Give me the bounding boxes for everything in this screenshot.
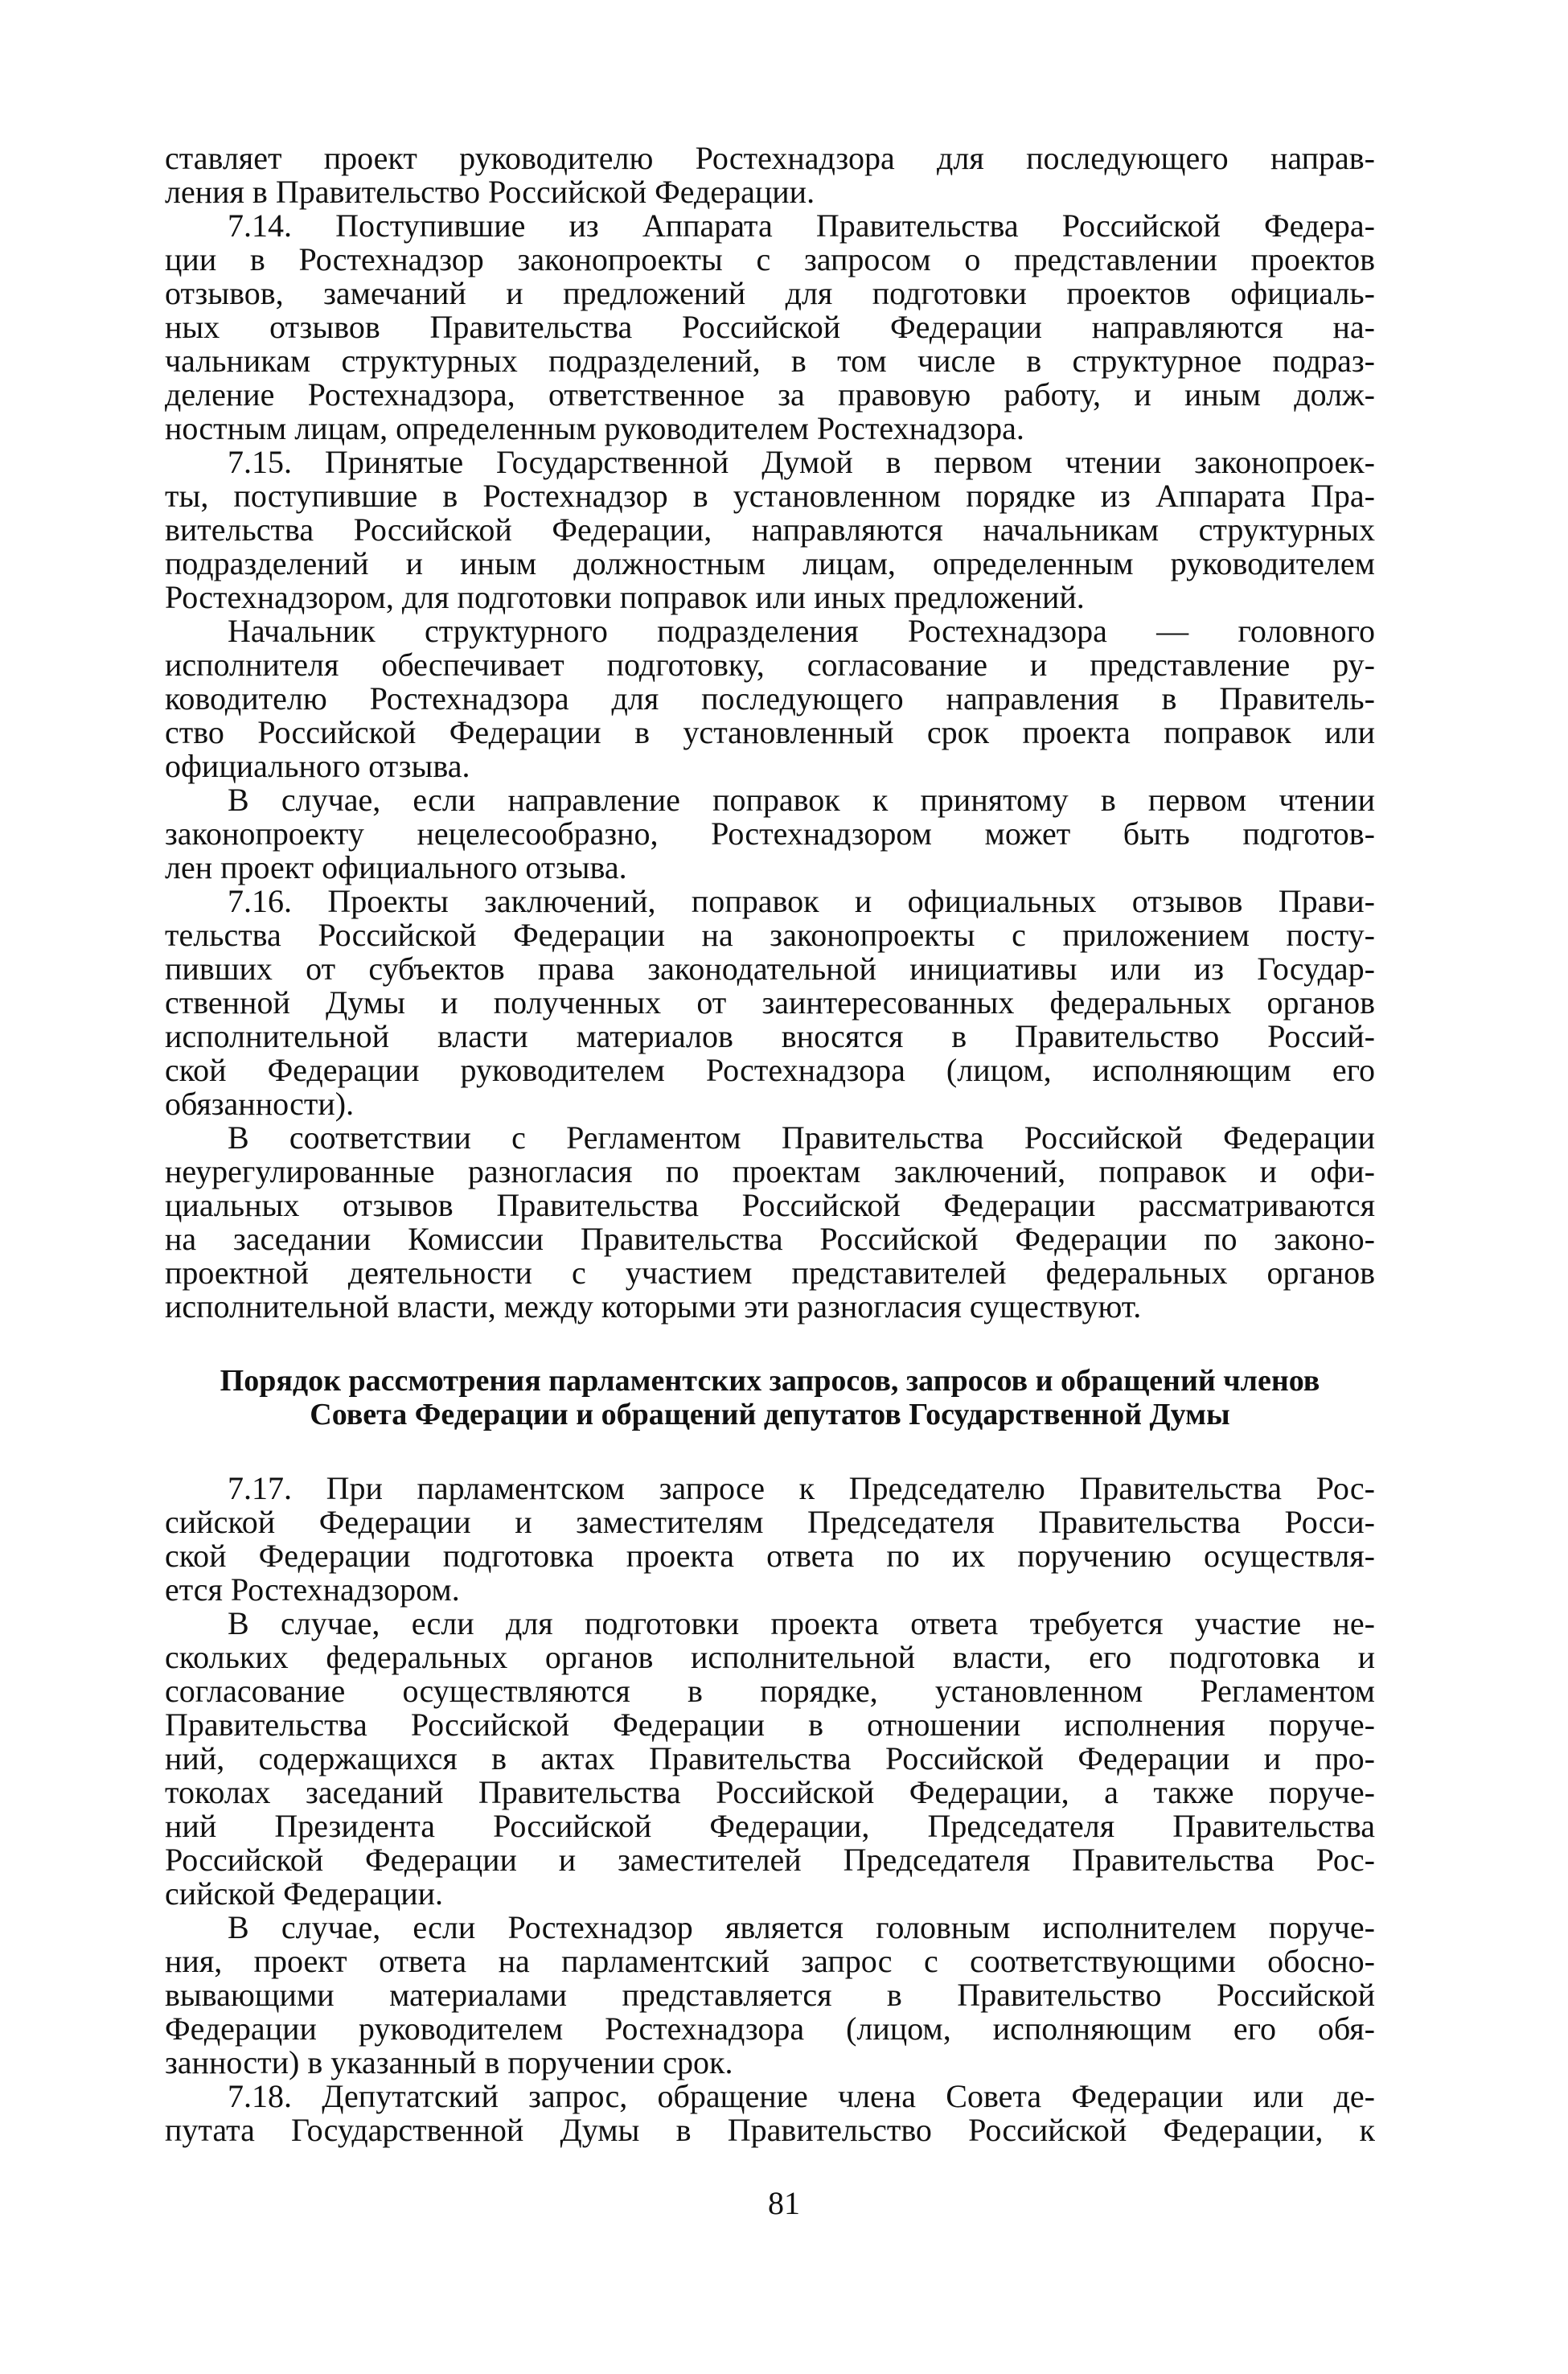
text-line: отзывов, замечаний и предложений для подготовки проектов официаль- <box>165 275 1375 311</box>
text-line: ственной Думы и полученных от заинтересованных федеральных органов <box>165 984 1375 1021</box>
text-line: Российской Федерации и заместителей Председателя Правительства Рос- <box>165 1842 1375 1878</box>
text-line: ний, содержащихся в актах Правительства Российской Федерации и про- <box>165 1740 1375 1776</box>
text-line: деление Ростехнадзора, ответственное за правовую работу, и иным долж- <box>165 376 1375 413</box>
paragraph <box>165 614 1375 783</box>
text-line: ностным лицам, определенным руководителем Ростехнадзора. <box>165 410 1024 446</box>
text-line: неурегулированные разногласия по проектам заключений, поправок и офи- <box>165 1153 1375 1189</box>
text-line: ставляет проект руководителю Ростехнадзора для последующего направ- <box>165 140 1375 176</box>
text-line: В соответствии с Регламентом Правительства Российской Федерации <box>228 1119 1375 1156</box>
paragraph <box>165 142 1375 209</box>
section-heading-line: Порядок рассмотрения парламентских запросов, запросов и обращений членов <box>220 1364 1320 1398</box>
text-line: законопроекту нецелесообразно, Ростехнадзором может быть подготов- <box>165 815 1375 852</box>
text-line: циальных отзывов Правительства Российской Федерации рассматриваются <box>165 1187 1375 1223</box>
paragraph <box>165 1121 1375 1324</box>
page-number: 81 <box>768 2185 800 2221</box>
text-line: В случае, если для подготовки проекта ответа требуется участие не- <box>228 1605 1375 1641</box>
text-line: 7.18. Депутатский запрос, обращение члена Совета Федерации или де- <box>228 2078 1375 2114</box>
text-line: ководителю Ростехнадзора для последующего направления в Правитель- <box>165 680 1375 717</box>
paragraph <box>165 885 1375 1121</box>
text-line: 7.14. Поступившие из Аппарата Правительства Российской Федера- <box>228 207 1375 244</box>
paragraph <box>165 446 1375 614</box>
text-line: на заседании Комиссии Правительства Российской Федерации по законо- <box>165 1221 1375 1257</box>
text-line: ных отзывов Правительства Российской Федерации направляются на- <box>165 309 1375 345</box>
text-line: ты, поступившие в Ростехнадзор в установленном порядке из Аппарата Пра- <box>165 478 1375 514</box>
text-line: 7.17. При парламентском запросе к Председателю Правительства Рос- <box>228 1470 1375 1506</box>
text-line: официального отзыва. <box>165 748 470 784</box>
paragraph <box>165 2080 1375 2147</box>
section-heading-line: Совета Федерации и обращений депутатов Государственной Думы <box>310 1398 1230 1431</box>
text-line: вывающими материалами представляется в Правительство Российской <box>165 1977 1375 2013</box>
text-line: В случае, если направление поправок к принятому в первом чтении <box>228 782 1375 818</box>
text-line: ний Президента Российской Федерации, Председателя Правительства <box>165 1808 1375 1844</box>
text-line: тельства Российской Федерации на законопроекты с приложением посту- <box>165 917 1375 953</box>
text-line: ской Федерации подготовка проекта ответа по их поручению осуществля- <box>165 1538 1375 1574</box>
text-line: пивших от субъектов права законодательной инициативы или из Государ- <box>165 951 1375 987</box>
text-line: ции в Ростехнадзор законопроекты с запросом о представлении проектов <box>165 241 1375 277</box>
body-text-bottom <box>165 1472 1375 2147</box>
text-line: чальникам структурных подразделений, в том числе в структурное подраз- <box>165 343 1375 379</box>
text-line: ство Российской Федерации в установленный срок проекта поправок или <box>165 714 1375 750</box>
text-line: исполнительной власти, между которыми эти разногласия существуют. <box>165 1288 1142 1325</box>
text-line: Правительства Российской Федерации в отношении исполнения поруче- <box>165 1707 1375 1743</box>
text-line: скольких федеральных органов исполнительной власти, его подготовка и <box>165 1639 1375 1675</box>
text-line: занности) в указанный в поручении срок. <box>165 2044 733 2080</box>
text-line: согласование осуществляются в порядке, установленном Регламентом <box>165 1673 1375 1709</box>
text-line: ния, проект ответа на парламентский запрос с соответствующими обосно- <box>165 1943 1375 1979</box>
section-heading <box>165 1364 1375 1431</box>
text-line: Ростехнадзором, для подготовки поправок или иных предложений. <box>165 579 1085 615</box>
text-line: Начальник структурного подразделения Ростехнадзора — головного <box>228 613 1375 649</box>
text-line: исполнителя обеспечивает подготовку, согласование и представление ру- <box>165 647 1375 683</box>
paragraph <box>165 1472 1375 1607</box>
text-line: Федерации руководителем Ростехнадзора (лицом, исполняющим его обя- <box>165 2011 1375 2047</box>
text-line: сийской Федерации и заместителям Председателя Правительства Росси- <box>165 1504 1375 1540</box>
text-line: 7.15. Принятые Государственной Думой в первом чтении законопроек- <box>228 444 1375 480</box>
text-line: путата Государственной Думы в Правительство Российской Федерации, к <box>165 2112 1375 2148</box>
text-line: 7.16. Проекты заключений, поправок и официальных отзывов Прави- <box>228 883 1375 919</box>
paragraph <box>165 1607 1375 1911</box>
text-line: ской Федерации руководителем Ростехнадзора (лицом, исполняющим его <box>165 1052 1375 1088</box>
text-line: ется Ростехнадзором. <box>165 1571 460 1608</box>
body-text-top <box>165 142 1375 1324</box>
text-line: вительства Российской Федерации, направляются начальникам структурных <box>165 511 1375 548</box>
text-line: исполнительной власти материалов вносятся в Правительство Россий- <box>165 1018 1375 1054</box>
text-line: обязанности). <box>165 1086 355 1122</box>
paragraph <box>165 209 1375 446</box>
text-line: В случае, если Ростехнадзор является головным исполнителем поруче- <box>228 1909 1375 1945</box>
text-line: ления в Правительство Российской Федерации. <box>165 174 815 210</box>
text-line: проектной деятельности с участием представителей федеральных органов <box>165 1255 1375 1291</box>
text-line: сийской Федерации. <box>165 1875 444 1912</box>
text-line: лен проект официального отзыва. <box>165 849 627 885</box>
paragraph <box>165 783 1375 885</box>
text-line: токолах заседаний Правительства Российской Федерации, а также поруче- <box>165 1774 1375 1810</box>
document-page <box>165 142 1375 2147</box>
text-line: подразделений и иным должностным лицам, определенным руководителем <box>165 545 1375 581</box>
paragraph <box>165 1911 1375 2080</box>
